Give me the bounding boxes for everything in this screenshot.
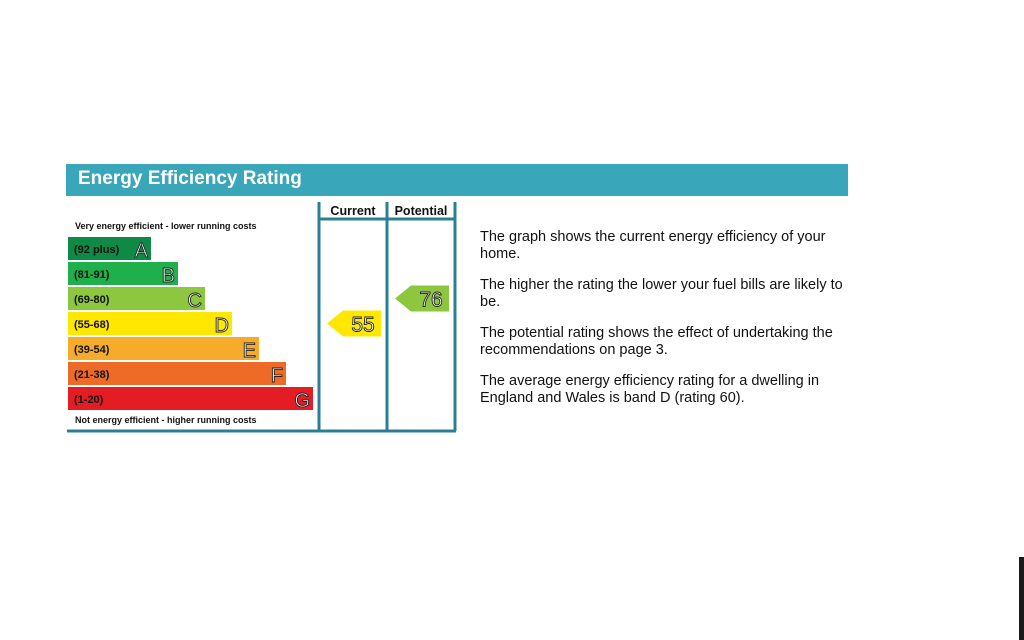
- band-letter-g: G: [294, 390, 310, 412]
- band-range-a: (92 plus): [74, 244, 120, 256]
- band-range-f: (21-38): [74, 369, 110, 381]
- bottom-note: Not energy efficient - higher running costs: [75, 415, 257, 425]
- window-edge: [1019, 557, 1024, 640]
- column-header-current: Current: [330, 204, 376, 218]
- band-bar-g: [68, 387, 313, 410]
- band-letter-b: B: [161, 265, 175, 287]
- current-rating-value: 55: [351, 313, 375, 337]
- description-paragraph-3: The potential rating shows the effect of undertaking the recommendations on page 3.: [480, 325, 833, 358]
- description-panel: [480, 229, 852, 421]
- band-range-e: (39-54): [74, 344, 110, 356]
- description-paragraph-2: The higher the rating the lower your fuel bills are likely to be.: [480, 277, 843, 310]
- band-letter-f: F: [270, 365, 283, 387]
- description-paragraph-4: The average energy efficiency rating for a dwelling in England and Wales is band D (rating 60).: [480, 373, 820, 406]
- band-range-d: (55-68): [74, 319, 110, 331]
- band-range-b: (81-91): [74, 269, 110, 281]
- top-note: Very energy efficient - lower running costs: [75, 221, 257, 231]
- band-letter-c: C: [187, 290, 202, 312]
- band-range-c: (69-80): [74, 294, 110, 306]
- band-letter-d: D: [214, 315, 229, 337]
- band-range-g: (1-20): [74, 394, 104, 406]
- column-header-potential: Potential: [394, 204, 448, 218]
- band-letter-e: E: [242, 340, 256, 362]
- band-letter-a: A: [134, 240, 148, 262]
- energy-rating-chart: [0, 0, 470, 440]
- potential-rating-value: 76: [419, 288, 443, 312]
- chart-title: Energy Efficiency Rating: [78, 168, 302, 189]
- description-paragraph-1: The graph shows the current energy efficiency of your home.: [480, 229, 826, 262]
